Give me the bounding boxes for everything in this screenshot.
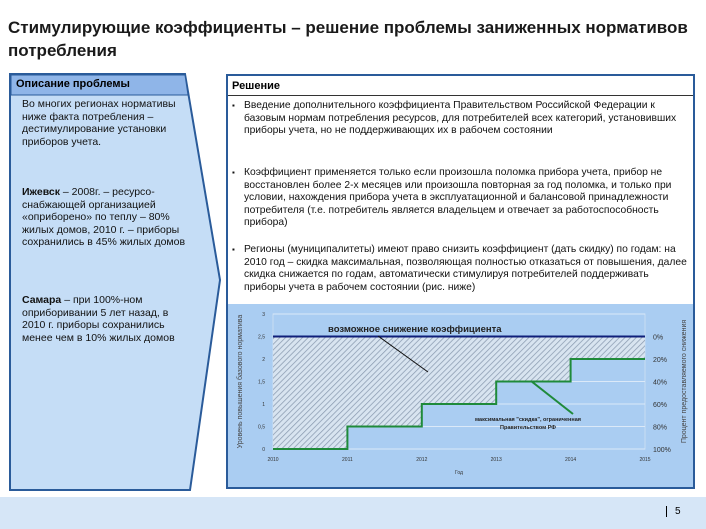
x-tick-label: 2011 (342, 457, 353, 463)
right-tick-label: 0% (653, 334, 664, 342)
right-tick-label: 40% (653, 379, 668, 387)
chart-svg (228, 304, 693, 487)
y-tick-label: 0 (262, 447, 265, 453)
annotation-max-discount: максимальная "скидка", ограниченная (475, 417, 581, 423)
y-tick-label: 1,5 (258, 379, 265, 386)
solution-bullet: ▪ Регионы (муниципалитеты) имеют право снизить коэффициент (дать скидку) по годам: на 2010 год – скидка максимальная, позволяющая полностью отказаться от повышения, далее скидка снижается по годам, автоматически стимулируя потребителей поддерживать приборы учета в рабочем состоянии (рис. ниже) (232, 244, 687, 294)
x-axis-label: Год (455, 470, 463, 476)
x-tick-label: 2012 (416, 457, 428, 463)
y-tick-label: 2 (262, 357, 265, 363)
problem-header: Описание проблемы (16, 78, 130, 90)
x-tick-label: 2010 (267, 457, 279, 463)
coefficient-chart (228, 304, 693, 487)
problem-text-samara: Самара – при 100%-ном оприборивании 5 лет назад, в 2010 г. приборы сохранились менее чем в 10% жилых домов (22, 294, 175, 344)
right-tick-label: 60% (653, 402, 668, 409)
y2-axis-label: Процент предоставляемого снижения (681, 319, 688, 444)
y-axis-label: Уровень повышения базового норматива (237, 314, 244, 449)
x-tick-label: 2013 (490, 457, 502, 463)
solution-panel (226, 74, 695, 489)
page-title: Стимулирующие коэффициенты – решение проблемы заниженных нормативов потребления (8, 18, 688, 60)
right-tick-label: 100% (653, 447, 671, 454)
page-number: 5 (666, 506, 681, 517)
annotation-max-discount: Правительством РФ (500, 425, 556, 431)
footer-bar (0, 497, 706, 529)
solution-header: Решение (228, 76, 693, 96)
solution-bullet: ▪ Коэффициент применяется только если произошла поломка прибора учета, прибор не восстановлен более 2-х месяцев или произошла повторная за год поломка, и только при условии, нахождения прибора учета в эксплуатационной и балансовой принадлежности потребителя (т.е. потребитель является владельцем и отвечает за работоспособность прибора) (232, 167, 687, 230)
x-tick-label: 2014 (565, 457, 577, 463)
y-tick-label: 3 (262, 312, 265, 318)
y-tick-label: 1 (262, 402, 265, 408)
problem-text-1: Во многих регионах нормативы ниже факта потребления – дестимулирование установки приборов учета. (22, 98, 176, 148)
problem-panel-shape (0, 0, 230, 497)
y-tick-label: 0,5 (258, 424, 265, 431)
problem-text-izhevsk: Ижевск – 2008г. – ресурсо-снабжающей организацией «оприборено» по теплу – 80% жилых домов, 2010 г. – приборы сохранились в 45% жилых домов (22, 186, 186, 248)
x-tick-label: 2015 (639, 457, 651, 463)
y-tick-label: 2,5 (258, 334, 265, 341)
right-tick-label: 20% (653, 357, 668, 364)
solution-bullet: ▪ Введение дополнительного коэффициента Правительством Российской Федерации к базовым нормам потребления ресурсов, для потребителей всех категорий, установивших приборы учета, но не поддерживающих их в рабочем состоянии (232, 100, 687, 138)
annotation-possible-reduction: возможное снижение коэффициента (328, 324, 502, 335)
right-tick-label: 80% (653, 424, 668, 432)
